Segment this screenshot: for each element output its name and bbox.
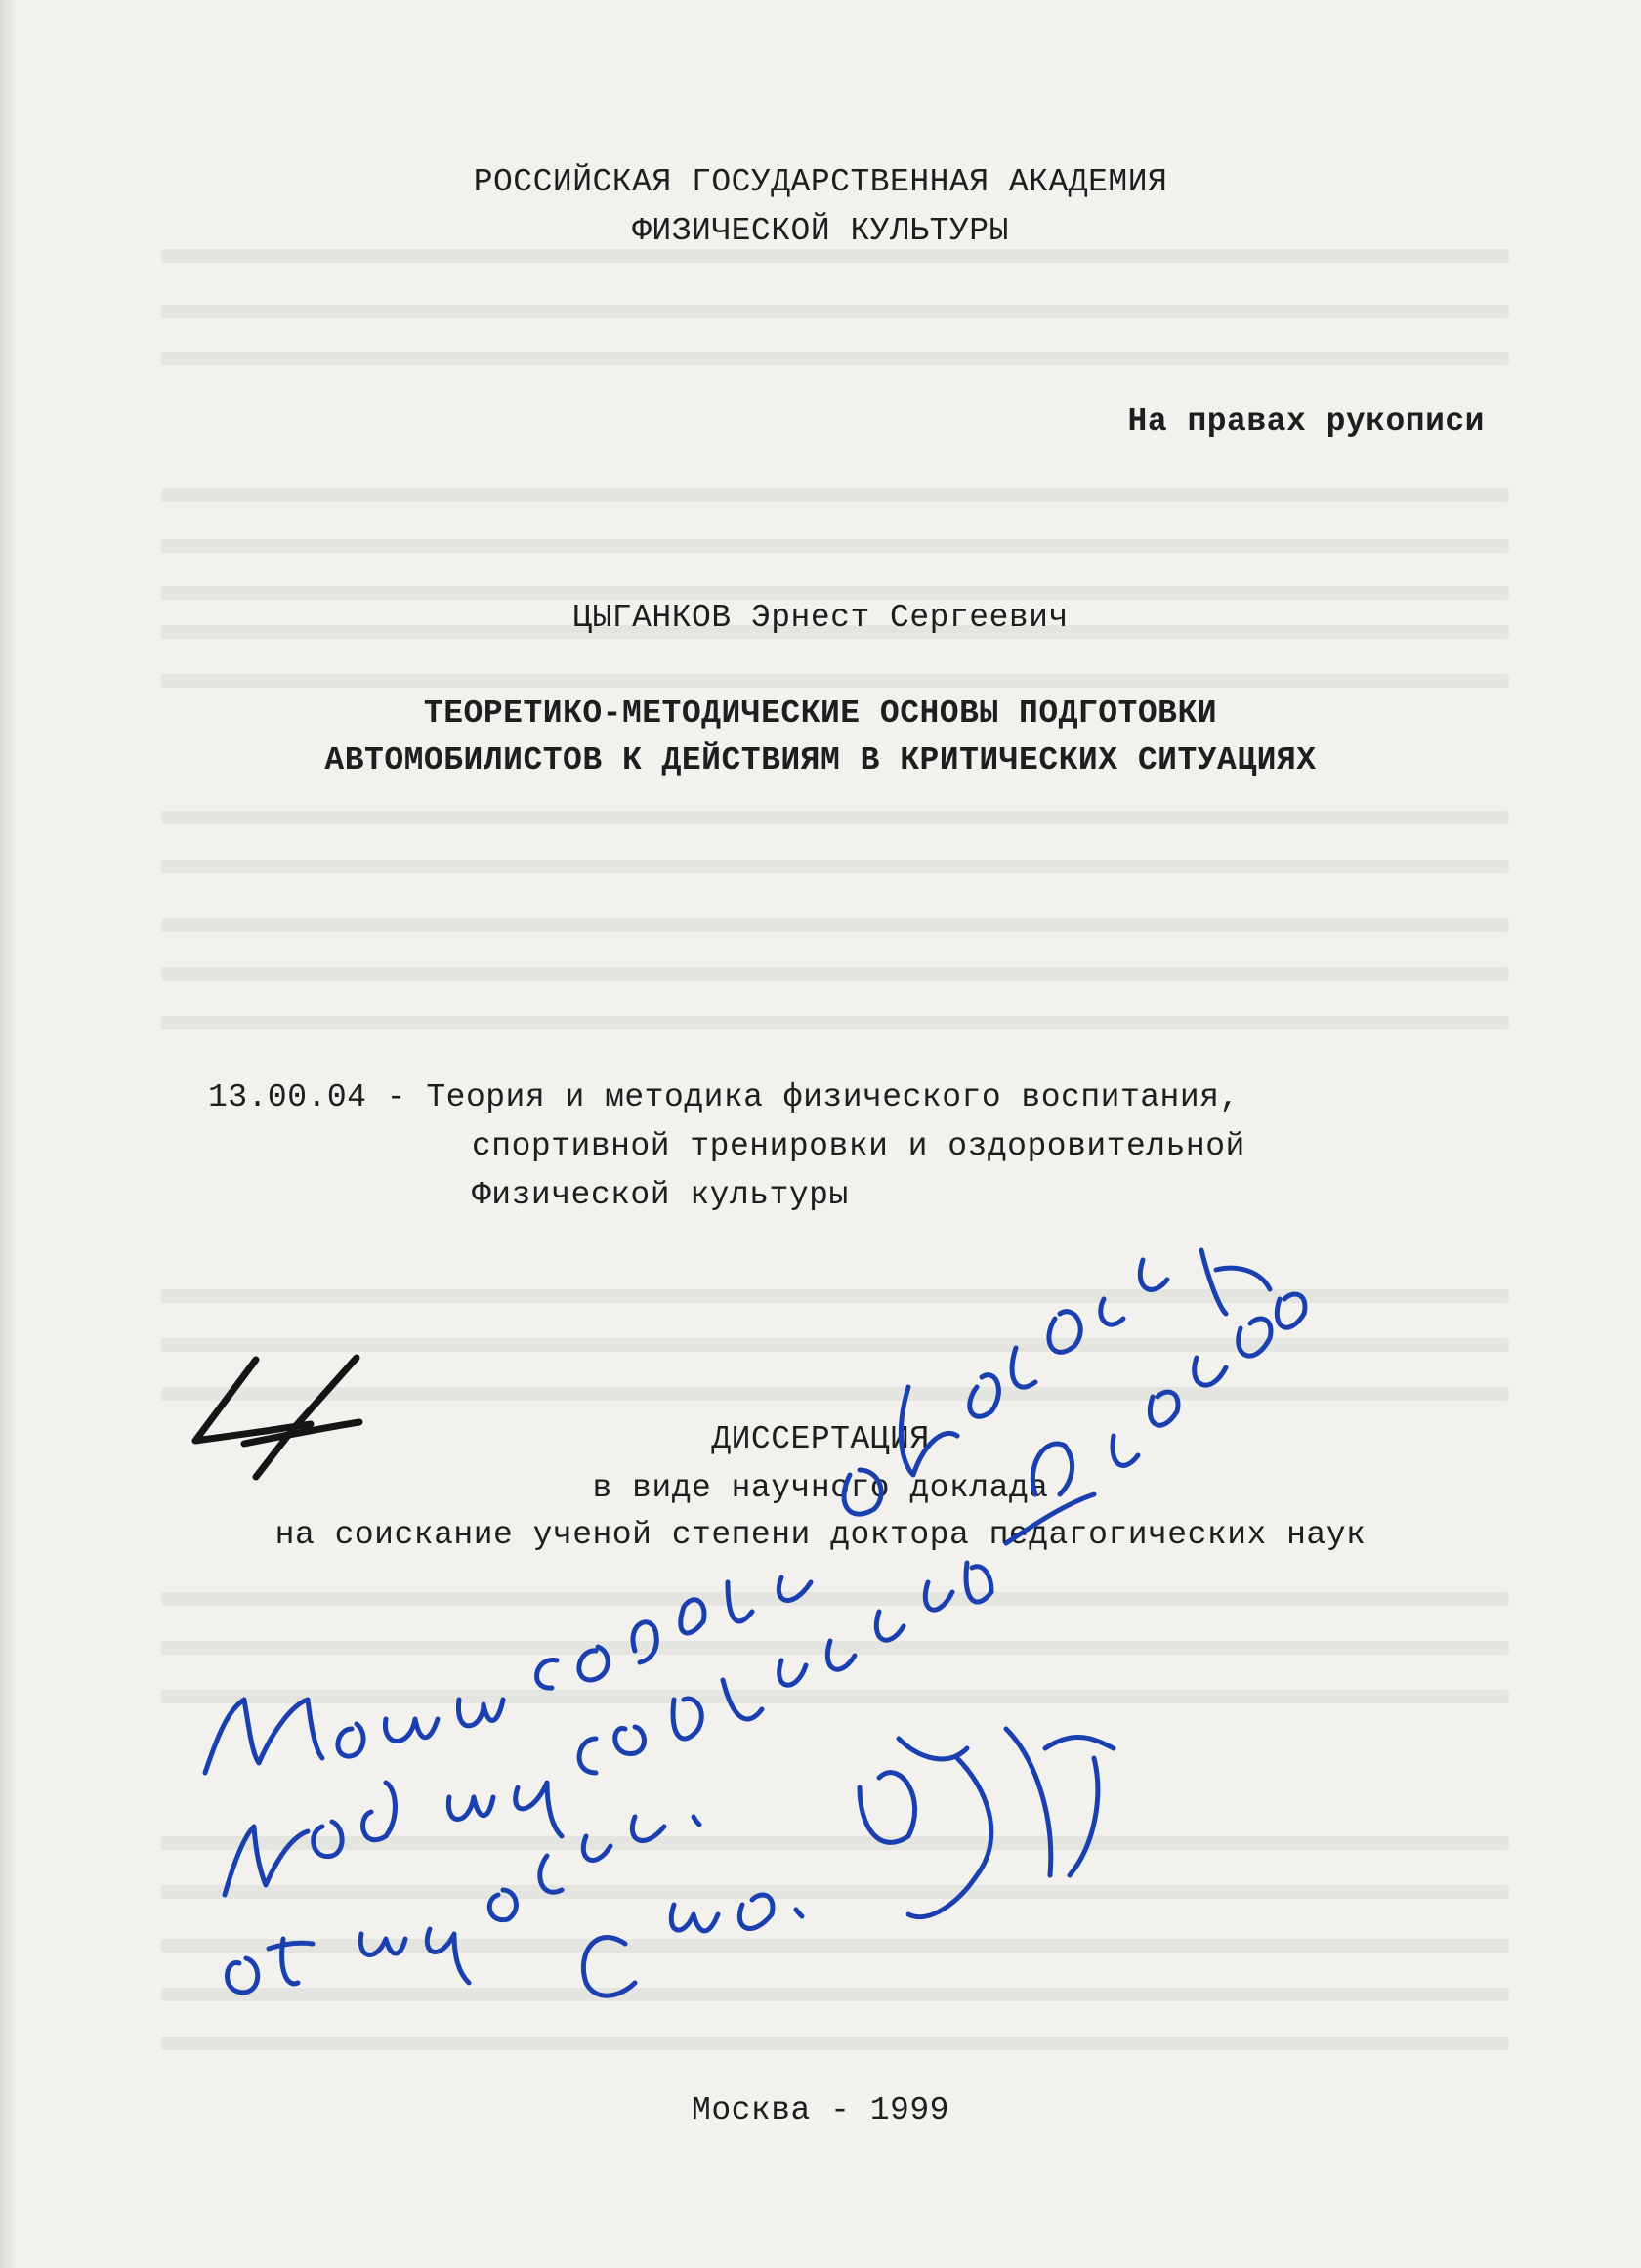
bleed-through-line — [161, 1641, 1509, 1655]
bleed-through-line — [161, 1988, 1509, 2001]
author-name: ЦЫГАНКОВ Эрнест Сергеевич — [572, 600, 1069, 636]
specialty-line2: спортивной тренировки и оздоровительной — [472, 1128, 1245, 1164]
pencil-mark — [195, 1358, 359, 1477]
thesis-title-line1: ТЕОРЕТИКО-МЕТОДИЧЕСКИЕ ОСНОВЫ ПОДГОТОВКИ — [423, 695, 1218, 732]
institution-name-line1: РОССИЙСКАЯ ГОСУДАРСТВЕННАЯ АКАДЕМИЯ — [473, 164, 1168, 200]
dissertation-degree: на соискание ученой степени доктора педагогических наук — [274, 1517, 1367, 1553]
bleed-through-line — [161, 539, 1509, 553]
bleed-through-line — [161, 2037, 1509, 2050]
bleed-through-line — [161, 1939, 1509, 1953]
bleed-through-line — [161, 967, 1509, 981]
dissertation-label: ДИССЕРТАЦИЯ — [711, 1421, 930, 1457]
bleed-through-line — [161, 1592, 1509, 1606]
institution-name-line2: ФИЗИЧЕСКОЙ КУЛЬТУРЫ — [632, 213, 1009, 249]
bleed-through-line — [161, 249, 1509, 263]
specialty-line3: Физической культуры — [472, 1177, 849, 1213]
bleed-through-line — [161, 1836, 1509, 1850]
place-and-year: Москва - 1999 — [692, 2092, 949, 2128]
bleed-through-line — [161, 1016, 1509, 1029]
bleed-through-line — [161, 1387, 1509, 1401]
thesis-title-line2: АВТОМОБИЛИСТОВ К ДЕЙСТВИЯМ В КРИТИЧЕСКИХ СИТУАЦИЯХ — [324, 742, 1317, 778]
bleed-through-line — [161, 811, 1509, 824]
paper-edge-shadow — [0, 0, 18, 2268]
bleed-through-line — [161, 918, 1509, 932]
bleed-through-line — [161, 1690, 1509, 1703]
bleed-through-line — [161, 305, 1509, 318]
bleed-through-line — [161, 352, 1509, 365]
dissertation-form: в виде научного доклада — [592, 1470, 1049, 1506]
bleed-through-line — [161, 1338, 1509, 1352]
specialty-line1: 13.00.04 - Теория и методика физического воспитания, — [208, 1079, 1240, 1115]
inscription-ink — [205, 1250, 1305, 1995]
bleed-through-line — [161, 674, 1509, 688]
manuscript-rights-note: На правах рукописи — [1127, 403, 1485, 440]
bleed-through-line — [161, 860, 1509, 873]
bleed-through-line — [161, 488, 1509, 502]
bleed-through-line — [161, 586, 1509, 600]
bleed-through-line — [161, 1885, 1509, 1899]
bleed-through-line — [161, 1289, 1509, 1303]
